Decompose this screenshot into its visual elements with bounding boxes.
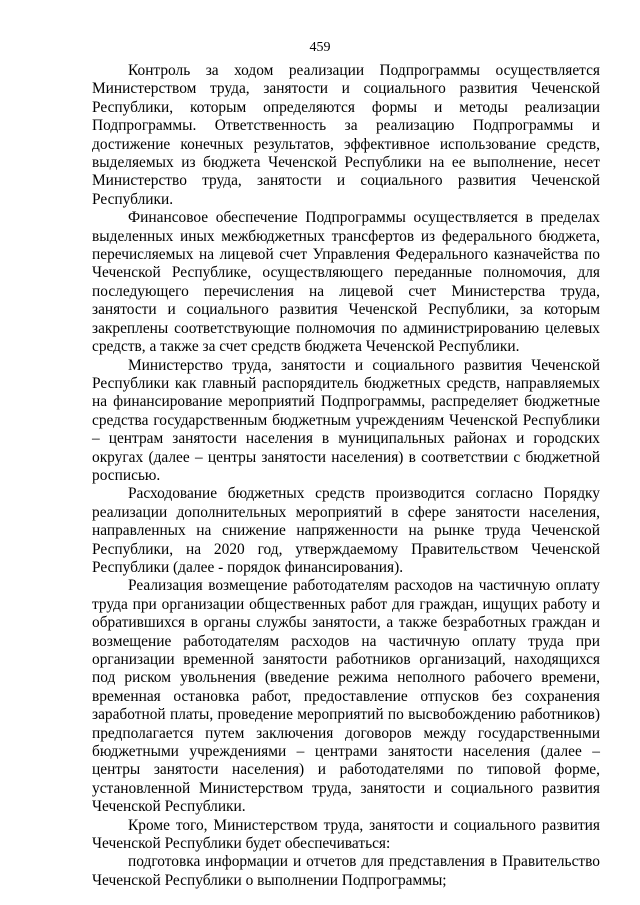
paragraph-spending-order: Расходование бюджетных средств производится согласно Порядку реализации дополнительных мероприятий в сфере занятости населения, направленных на снижение напряженности на рынке труда Чеченской Республики, на 2020 год, утверждаемому Правительством Чеченской Республики (далее - порядок финансирования). <box>92 485 600 576</box>
paragraph-reporting: подготовка информации и отчетов для представления в Правительство Чеченской Республики о выполнении Подпрограммы; <box>92 853 600 889</box>
paragraph-employer-compensation: Реализация возмещение работодателям расходов на частичную оплату труда при организации общественных работ для граждан, ищущих работу и обратившихся в органы службы занятости, а также безработных граждан и возмещение работодателям расходов на частичную оплату труда при организации временной занятости работников организаций, находящихся под риском увольнения (введение режима неполного рабочего времени, временная остановка работ, предоставление отпусков без сохранения заработной платы, проведение мероприятий по высвобождению работников) предполагается путем заключения договоров между государственными бюджетными учреждениями – центрами занятости населения (далее – центры занятости населения) и работодателями по типовой форме, установленной Министерством труда, занятости и социального развития Чеченской Республики. <box>92 577 600 816</box>
document-body <box>92 62 600 890</box>
paragraph-ministry-distribution: Министерство труда, занятости и социального развития Чеченской Республики как главный распорядитель бюджетных средств, направляемых на финансирование мероприятий Подпрограммы, распределяет бюджетные средства государственным бюджетным учреждениям Чеченской Республики – центрам занятости населения в муниципальных районах и городских округах (далее – центры занятости населения) в соответствии с бюджетной росписью. <box>92 356 600 484</box>
paragraph-additionally: Кроме того, Министерством труда, занятости и социального развития Чеченской Республики будет обеспечиваться: <box>92 816 600 853</box>
page-number: 459 <box>309 40 331 55</box>
paragraph-control: Контроль за ходом реализации Подпрограммы осуществляется Министерством труда, занятости и социального развития Чеченской Республики, которым определяются формы и методы реализации Подпрограммы. Ответственность за реализацию Подпрограммы и достижение конечных результатов, эффективное использование средств, выделяемых из бюджета Чеченской Республики на ее выполнение, несет Министерство труда, занятости и социального развития Чеченской Республики. <box>92 62 600 208</box>
paragraph-financing: Финансовое обеспечение Подпрограммы осуществляется в пределах выделенных иных межбюджетных трансфертов из федерального бюджета, перечисляемых на лицевой счет Управления Федерального казначейства по Чеченской Республике, осуществляющего переданные полномочия, для последующего перечисления на лицевой счет Министерства труда, занятости и социального развития Чеченской Республики, за которым закреплены соответствующие полномочия по администрированию целевых средств, а также за счет средств бюджета Чеченской Республики. <box>92 209 600 356</box>
